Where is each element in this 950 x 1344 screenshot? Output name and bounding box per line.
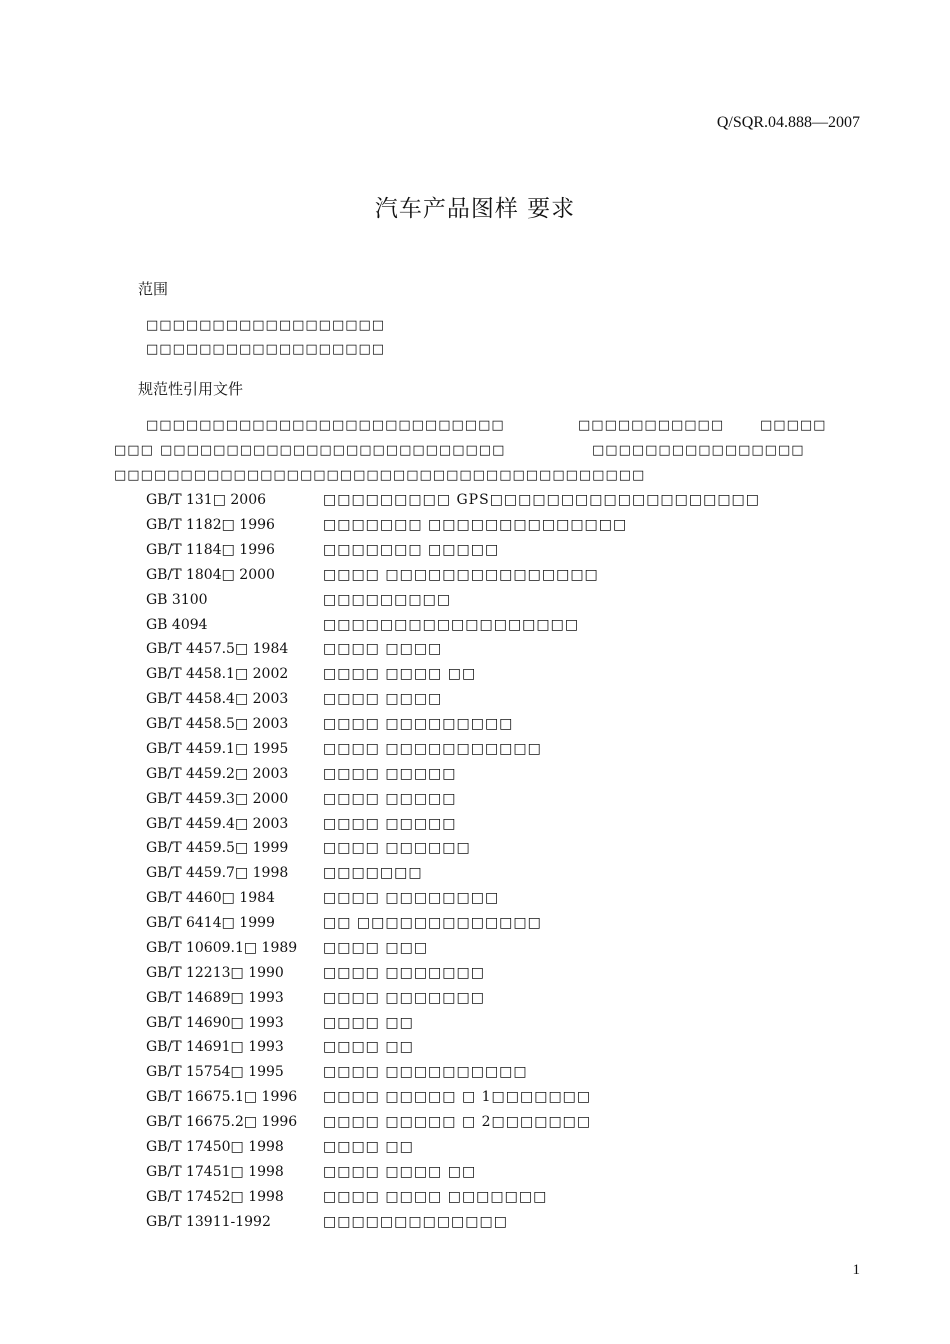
- reference-title: □□□□□□□□□□□□□□□□□□: [323, 617, 580, 633]
- reference-title: □□□□□□□: [323, 865, 423, 881]
- reference-title: □□□□ □□□□ □□: [323, 666, 477, 682]
- intro-line-2-segment-3: □□□□□□□□□□□□□□□□: [592, 443, 805, 458]
- reference-code: GB/T 15754□ 1995: [146, 1064, 284, 1080]
- reference-code: GB/T 1804□ 2000: [146, 567, 275, 583]
- reference-code: GB/T 6414□ 1999: [146, 915, 275, 931]
- reference-title: □□□□ □□□□□□□□□: [323, 716, 514, 732]
- reference-title: □□□□ □□: [323, 1039, 414, 1055]
- reference-code: GB/T 4459.3□ 2000: [146, 791, 289, 807]
- reference-title: □□□□ □□□□□: [323, 791, 457, 807]
- reference-code: GB/T 17450□ 1998: [146, 1139, 284, 1155]
- reference-code: GB/T 17452□ 1998: [146, 1189, 284, 1205]
- reference-code: GB/T 4459.4□ 2003: [146, 816, 289, 832]
- intro-line-1-segment-3: □□□□□: [760, 418, 827, 433]
- reference-code: GB/T 1182□ 1996: [146, 517, 275, 533]
- reference-code: GB/T 4458.5□ 2003: [146, 716, 289, 732]
- intro-line-2-segment-1: □□□: [114, 443, 154, 458]
- reference-title: □□□□ □□□□□□□□□□□□□□□: [323, 567, 599, 583]
- reference-title: □□□□ □□□□□□□□□□: [323, 1064, 528, 1080]
- document-title: 汽车产品图样 要求: [374, 196, 576, 222]
- reference-title: □□□□ □□□□□□□: [323, 990, 485, 1006]
- scope-line-2: □□□□□□□□□□□□□□□□□□: [146, 342, 386, 357]
- reference-title: □□□□ □□□□□□□: [323, 965, 485, 981]
- reference-title: □□□□□□□□□ GPS□□□□□□□□□□□□□□□□□□□: [323, 492, 761, 508]
- reference-code: GB/T 13911-1992: [146, 1214, 271, 1230]
- reference-title: □□□□ □□□□□ □ 2□□□□□□□: [323, 1114, 592, 1130]
- reference-code: GB 4094: [146, 617, 208, 633]
- reference-code: GB/T 4459.2□ 2003: [146, 766, 289, 782]
- reference-title: □□□□ □□□: [323, 940, 429, 956]
- reference-title: □□□□□□□□□: [323, 592, 452, 608]
- reference-code: GB/T 14690□ 1993: [146, 1015, 284, 1031]
- reference-code: GB/T 17451□ 1998: [146, 1164, 284, 1180]
- reference-code: GB/T 4458.1□ 2002: [146, 666, 289, 682]
- scope-line-1: □□□□□□□□□□□□□□□□□□: [146, 318, 386, 333]
- intro-line-1-segment-1: □□□□□□□□□□□□□□□□□□□□□□□□□□□: [146, 418, 505, 433]
- reference-title: □□□□ □□□□: [323, 641, 443, 657]
- reference-title: □□□□ □□□□□□: [323, 840, 471, 856]
- reference-code: GB/T 4459.1□ 1995: [146, 741, 289, 757]
- reference-title: □□□□ □□: [323, 1139, 414, 1155]
- intro-line-3: □□□□□□□□□□□□□□□□□□□□□□□□□□□□□□□□□□□□□□□□: [114, 468, 646, 483]
- reference-code: GB/T 16675.1□ 1996: [146, 1089, 298, 1105]
- reference-title: □□ □□□□□□□□□□□□□: [323, 915, 542, 931]
- section-heading-scope: 范围: [138, 280, 169, 298]
- reference-title: □□□□ □□: [323, 1015, 414, 1031]
- intro-line-2-segment-2: □□□□□□□□□□□□□□□□□□□□□□□□□□: [160, 443, 506, 458]
- reference-code: GB/T 4458.4□ 2003: [146, 691, 289, 707]
- reference-title: □□□□□□□ □□□□□□□□□□□□□□: [323, 517, 628, 533]
- reference-code: GB/T 4459.7□ 1998: [146, 865, 289, 881]
- reference-title: □□□□ □□□□□ □ 1□□□□□□□: [323, 1089, 592, 1105]
- reference-code: GB/T 14691□ 1993: [146, 1039, 284, 1055]
- reference-code: GB 3100: [146, 592, 208, 608]
- reference-title: □□□□ □□□□□: [323, 816, 457, 832]
- reference-code: GB/T 4460□ 1984: [146, 890, 275, 906]
- reference-title: □□□□□□□□□□□□□: [323, 1214, 508, 1230]
- reference-code: GB/T 4459.5□ 1999: [146, 840, 289, 856]
- reference-title: □□□□ □□□□□: [323, 766, 457, 782]
- reference-code: GB/T 131□ 2006: [146, 492, 267, 508]
- reference-title: □□□□ □□□□□□□□□□□: [323, 741, 542, 757]
- reference-title: □□□□□□□ □□□□□: [323, 542, 500, 558]
- reference-code: GB/T 16675.2□ 1996: [146, 1114, 298, 1130]
- reference-title: □□□□ □□□□ □□□□□□□: [323, 1189, 548, 1205]
- reference-code: GB/T 10609.1□ 1989: [146, 940, 298, 956]
- reference-code: GB/T 1184□ 1996: [146, 542, 275, 558]
- reference-code: GB/T 12213□ 1990: [146, 965, 284, 981]
- reference-code: GB/T 14689□ 1993: [146, 990, 284, 1006]
- reference-title: □□□□ □□□□□□□□: [323, 890, 500, 906]
- reference-title: □□□□ □□□□ □□: [323, 1164, 477, 1180]
- reference-title: □□□□ □□□□: [323, 691, 443, 707]
- page-number: 1: [852, 1262, 860, 1278]
- section-heading-normative-references: 规范性引用文件: [138, 380, 244, 398]
- reference-code: GB/T 4457.5□ 1984: [146, 641, 289, 657]
- document-code: Q/SQR.04.888—2007: [716, 114, 860, 131]
- intro-line-1-segment-2: □□□□□□□□□□□: [578, 418, 725, 433]
